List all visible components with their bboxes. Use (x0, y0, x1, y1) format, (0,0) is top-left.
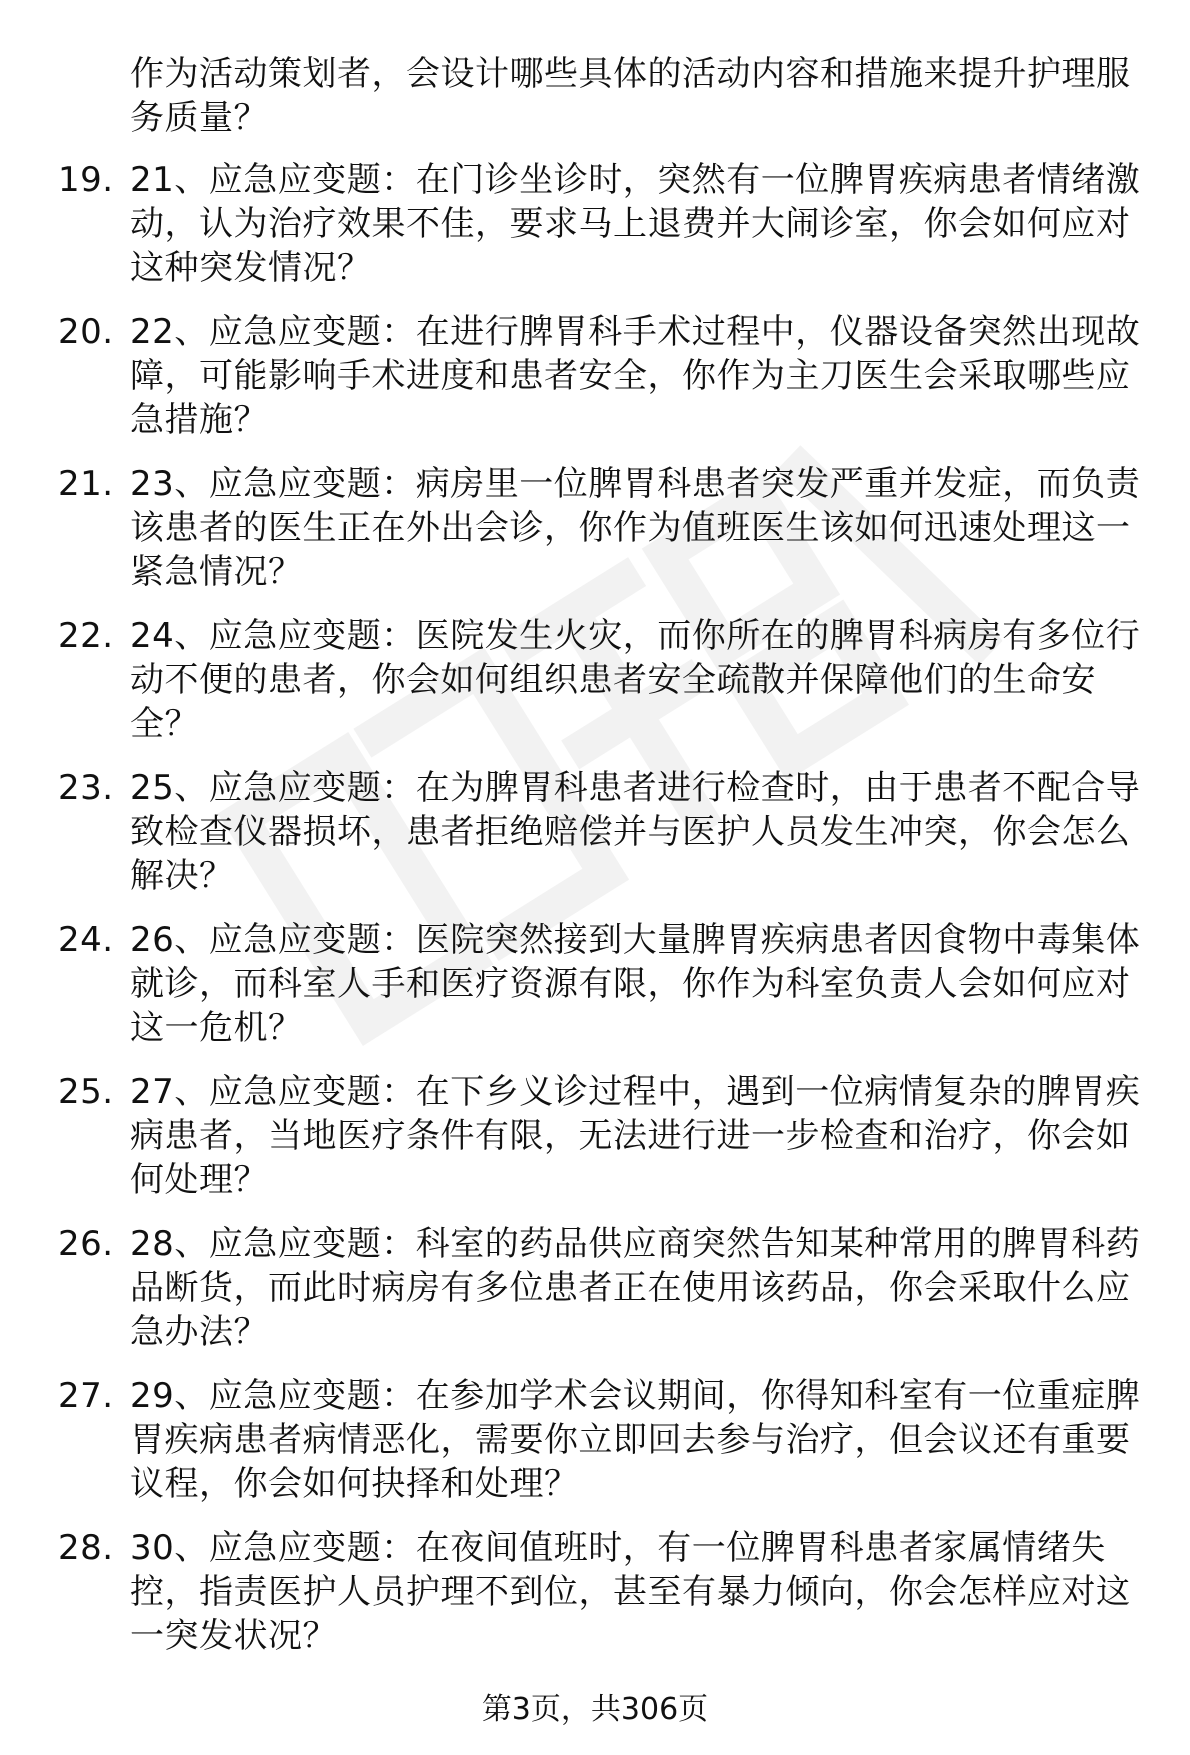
list-item (0, 158, 1190, 290)
question-number: 19. (58, 160, 114, 200)
question-number: 21. (58, 464, 114, 504)
question-number: 22. (58, 616, 114, 656)
question-number: 26. (58, 1224, 114, 1264)
list-item (0, 1070, 1190, 1202)
question-text: 24、应急应变题：医院发生火灾，而你所在的脾胃科病房有多位行动不便的患者，你会如何组织患者安全疏散并保障他们的生命安全？ (130, 616, 1141, 744)
question-number: 25. (58, 1072, 114, 1112)
previous-question-continuation: 作为活动策划者，会设计哪些具体的活动内容和措施来提升护理服务质量？ (130, 54, 1131, 138)
question-text: 30、应急应变题：在夜间值班时，有一位脾胃科患者家属情绪失控，指责医护人员护理不到位，甚至有暴力倾向，你会怎样应对这一突发状况？ (130, 1528, 1131, 1656)
question-text: 21、应急应变题：在门诊坐诊时，突然有一位脾胃疾病患者情绪激动，认为治疗效果不佳，要求马上退费并大闹诊室，你会如何应对这种突发情况？ (130, 160, 1141, 288)
question-text: 26、应急应变题：医院突然接到大量脾胃疾病患者因食物中毒集体就诊，而科室人手和医疗资源有限，你作为科室负责人会如何应对这一危机？ (130, 920, 1141, 1048)
list-item (0, 1526, 1190, 1658)
question-text: 25、应急应变题：在为脾胃科患者进行检查时，由于患者不配合导致检查仪器损坏，患者拒绝赔偿并与医护人员发生冲突，你会怎么解决？ (130, 768, 1141, 896)
question-text: 27、应急应变题：在下乡义诊过程中，遇到一位病情复杂的脾胃疾病患者，当地医疗条件有限，无法进行进一步检查和治疗，你会如何处理？ (130, 1072, 1141, 1200)
page-content (0, 52, 1190, 1678)
page-number-label: 第3页，共306页 (481, 1692, 709, 1727)
question-text: 23、应急应变题：病房里一位脾胃科患者突发严重并发症，而负责该患者的医生正在外出会诊，你作为值班医生该如何迅速处理这一紧急情况？ (130, 464, 1141, 592)
list-item (0, 1374, 1190, 1506)
page-footer (0, 1690, 1190, 1730)
question-number: 24. (58, 920, 114, 960)
question-text: 22、应急应变题：在进行脾胃科手术过程中，仪器设备突然出现故障，可能影响手术进度和患者安全，你作为主刀医生会采取哪些应急措施？ (130, 312, 1141, 440)
question-text: 29、应急应变题：在参加学术会议期间，你得知科室有一位重症脾胃疾病患者病情恶化，需要你立即回去参与治疗，但会议还有重要议程，你会如何抉择和处理？ (130, 1376, 1141, 1504)
question-number: 28. (58, 1528, 114, 1568)
question-list (0, 158, 1190, 1658)
list-item (0, 462, 1190, 594)
list-item (0, 1222, 1190, 1354)
question-number: 20. (58, 312, 114, 352)
question-number: 23. (58, 768, 114, 808)
list-item (0, 766, 1190, 898)
question-text: 28、应急应变题：科室的药品供应商突然告知某种常用的脾胃科药品断货，而此时病房有多位患者正在使用该药品，你会采取什么应急办法？ (130, 1224, 1141, 1352)
list-item (0, 614, 1190, 746)
question-number: 27. (58, 1376, 114, 1416)
list-item (0, 918, 1190, 1050)
list-item (0, 310, 1190, 442)
